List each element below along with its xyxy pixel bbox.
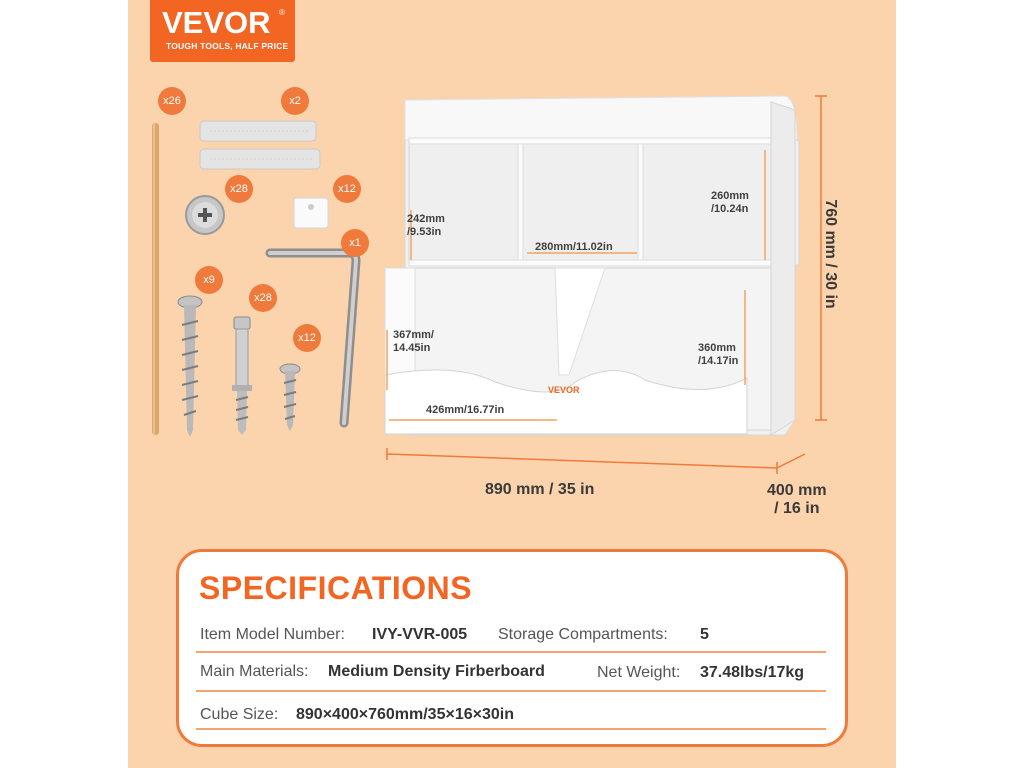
spec-divider	[196, 728, 826, 730]
short-screw-count-badge: x12	[293, 324, 321, 352]
bracket-icon	[294, 198, 328, 228]
short-screw-icon	[280, 364, 300, 431]
cabinet-front-logo: VEVOR	[548, 385, 580, 395]
brand-logo	[150, 0, 295, 62]
dim-upper-right: 260mm /10.24n	[711, 190, 749, 215]
brand-name: VEVOR	[162, 5, 271, 40]
weight-value: 37.48lbs/17kg	[700, 664, 805, 681]
strap-count-badge: x2	[281, 87, 309, 115]
cam-lock-icon	[186, 196, 224, 234]
dim-width: 890 mm / 35 in	[485, 481, 595, 498]
dowel-icon	[152, 123, 159, 435]
model-label: Item Model Number:	[200, 626, 345, 643]
hardware-illustration	[140, 85, 370, 445]
bolt-icon	[232, 317, 252, 435]
materials-label: Main Materials:	[200, 663, 309, 680]
long-screw-count-badge: x9	[195, 266, 223, 294]
spec-divider	[196, 651, 826, 653]
dim-lower-right: 360mm /14.17in	[698, 342, 739, 367]
model-value: IVY-VVR-005	[372, 626, 468, 643]
compartments-label: Storage Compartments:	[498, 626, 668, 643]
cube-label: Cube Size:	[200, 706, 279, 723]
dim-lower-left: 367mm/ 14.45in	[393, 329, 434, 354]
dim-height: 760 mm / 30 in	[822, 199, 839, 309]
dim-lower-width: 426mm/16.77in	[426, 404, 505, 416]
storage-cabinet-illustration	[375, 90, 855, 490]
bolt-count-badge: x28	[249, 284, 277, 312]
compartments-value: 5	[700, 626, 709, 643]
wrench-count-badge: x1	[341, 229, 369, 257]
materials-value: Medium Density Firberboard	[328, 663, 545, 680]
weight-label: Net Weight:	[597, 664, 681, 681]
cube-value: 890×400×760mm/35×16×30in	[296, 706, 514, 723]
dim-upper-left: 242mm /9.53in	[407, 213, 445, 238]
registered-mark: ®	[279, 8, 285, 17]
dim-upper-middle: 280mm/11.02in	[535, 241, 613, 253]
bracket-count-badge: x12	[333, 175, 361, 203]
dowel-count-badge: x26	[158, 87, 186, 115]
spec-divider	[196, 690, 826, 692]
long-screw-icon	[178, 296, 202, 437]
dim-depth: 400 mm / 16 in	[767, 482, 827, 517]
brand-tagline: TOUGH TOOLS, HALF PRICE	[166, 41, 289, 51]
strap-icon	[200, 121, 320, 169]
specifications-title: SPECIFICATIONS	[199, 570, 473, 606]
cam-count-badge: x28	[225, 175, 253, 203]
